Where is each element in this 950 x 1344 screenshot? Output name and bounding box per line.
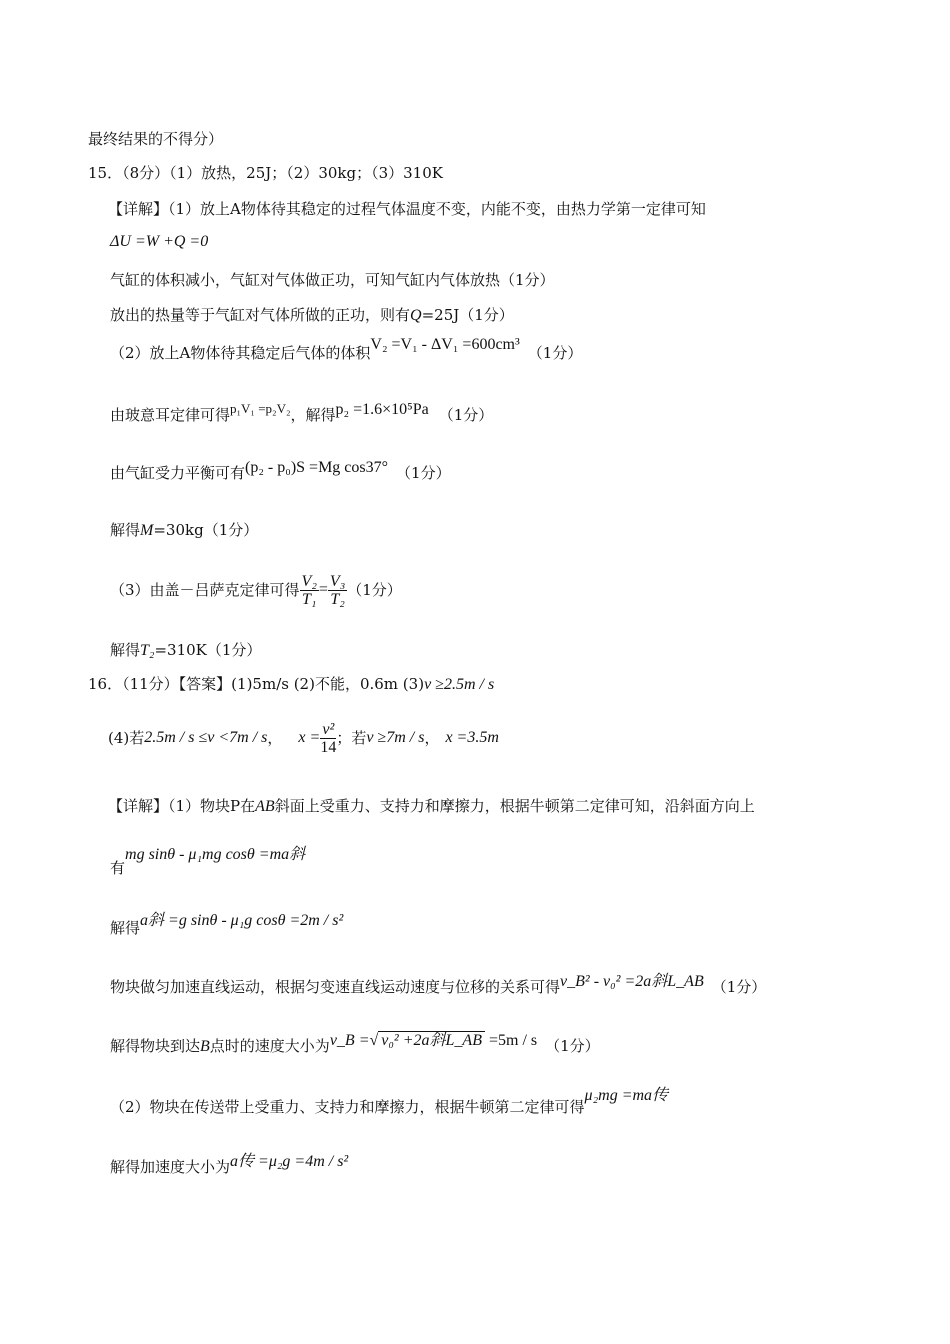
text: 斜面上受重力、支持力和摩擦力，根据牛顿第二定律可知，沿斜面方向上 — [274, 797, 755, 815]
denominator: 14 — [320, 738, 337, 756]
text-line: 解得物块到达B点时的速度大小为v_B =√ v₀² +2a斜L_AB =5m / s （1分） — [110, 1032, 600, 1055]
text-line — [110, 305, 514, 326]
fraction — [300, 573, 319, 608]
text: 解得 — [110, 919, 141, 937]
text-line — [108, 796, 755, 817]
text-line — [110, 912, 344, 939]
text-line — [108, 199, 706, 219]
numerator: V₃ — [329, 572, 346, 590]
text: （1分） — [438, 406, 494, 424]
math: V₂ =V₁ - ΔV₁ =600cm³ — [370, 336, 520, 353]
math: x =3.5m — [445, 729, 499, 746]
text-line — [110, 973, 767, 998]
text: (4)若 — [108, 729, 145, 747]
text: =30kg（1分） — [153, 521, 259, 539]
text-line — [110, 270, 555, 290]
text: （2）物块在传送带上受重力、支持力和摩擦力，根据牛顿第二定律可得 — [110, 1098, 585, 1116]
math: M — [140, 522, 154, 539]
math: p₁V₁ =p₂V₂ — [230, 401, 291, 416]
math: a传 =μ₂g =4m / s² — [230, 1153, 349, 1170]
text: 【详解】（1）物块P在 — [108, 797, 256, 815]
math: v_B = — [329, 1032, 370, 1049]
question-15-answer — [88, 163, 443, 183]
text: （1分） — [711, 978, 767, 996]
math: ΔU =W +Q =0 — [110, 233, 209, 250]
text: （1分） — [527, 344, 583, 362]
text: ，解得 — [290, 406, 336, 424]
math: =5m / s — [488, 1032, 538, 1049]
text: 【详解】（1）放上A物体待其稳定的过程气体温度不变，内能不变，由热力学第一定律可知 — [108, 200, 706, 218]
text-line — [110, 520, 258, 541]
text: =25J（1分） — [421, 306, 514, 324]
text-line — [108, 716, 499, 760]
text: 点时的速度大小为 — [209, 1037, 330, 1055]
text: 解得 — [110, 521, 141, 539]
text-line — [110, 401, 494, 426]
text-line — [110, 640, 261, 661]
text: ；若 — [336, 729, 367, 747]
math: v ≥2.5m / s — [424, 676, 495, 693]
text: 15．（8分）（1）放热，25J；（2）30kg；（3）310K — [88, 164, 443, 182]
text-line: （3）由盖－吕萨克定律可得 $\frac{\text{V₂}}{\text{T₁}}$ = $\frac{\text{V₃}}{\text{T₂}}$ （1分） — [110, 572, 402, 608]
text: =310K（1分） — [154, 641, 262, 659]
numerator: V₂ — [301, 572, 317, 590]
math-radicand: v₀² +2a斜L_AB — [378, 1031, 485, 1049]
text: 气缸的体积减小，气缸对气体做正功，可知气缸内气体放热（1分） — [110, 271, 555, 289]
text: （1分） — [396, 464, 451, 482]
text: ， — [424, 729, 440, 747]
text-line — [110, 1087, 669, 1118]
text: （3）由盖－吕萨克定律可得 — [110, 581, 300, 599]
math: x = — [298, 729, 321, 746]
math: a斜 =g sinθ - μ₁g cosθ =2m / s² — [140, 912, 344, 929]
text: 物块做匀加速直线运动，根据匀变速直线运动速度与位移的关系可得 — [110, 978, 561, 996]
text-line — [110, 336, 583, 364]
text: 由玻意耳定律可得 — [110, 406, 231, 424]
denominator: T₂ — [330, 590, 345, 608]
text: 解得加速度大小为 — [110, 1158, 231, 1176]
text: 有 — [110, 859, 126, 877]
math: mg sinθ - μ₁mg cosθ =ma斜 — [125, 846, 306, 863]
question-16-answer — [88, 674, 494, 695]
text: （2）放上A物体待其稳定后气体的体积 — [110, 344, 371, 362]
math: (p₂ - p₀)S =Mg cos37° — [245, 459, 389, 476]
text: 16．（11分）【答案】(1)5m/s (2)不能，0.6m (3) — [88, 675, 425, 693]
numerator: v² — [322, 720, 335, 738]
text: 放出的热量等于气缸对气体所做的正功，则有 — [110, 306, 411, 324]
text-line — [110, 846, 306, 879]
math: 2.5m / s ≤v <7m / s — [144, 729, 268, 746]
fraction — [320, 721, 336, 756]
text: （1分） — [545, 1037, 600, 1055]
text: 解得物块到达 — [110, 1037, 201, 1055]
text: （1分） — [347, 581, 402, 599]
text: 解得 — [110, 641, 141, 659]
math: p₂ =1.6×10⁵Pa — [335, 401, 429, 418]
math: B — [200, 1038, 210, 1055]
fraction — [328, 573, 347, 608]
equation — [110, 232, 208, 252]
text: 由气缸受力平衡可有 — [110, 464, 246, 482]
math: v_B² - v₀² =2a斜L_AB — [560, 973, 704, 990]
text: ， — [267, 729, 283, 747]
math: Q — [410, 307, 422, 324]
denominator: T₁ — [301, 590, 317, 608]
text-line — [110, 1153, 349, 1178]
math: μ₂mg =ma传 — [584, 1087, 669, 1104]
text-line — [88, 129, 223, 149]
math: AB — [255, 798, 275, 815]
math: T₂ — [140, 642, 155, 659]
text: 最终结果的不得分） — [88, 130, 224, 148]
math: v ≥7m / s — [366, 729, 425, 746]
text-line — [110, 459, 451, 484]
